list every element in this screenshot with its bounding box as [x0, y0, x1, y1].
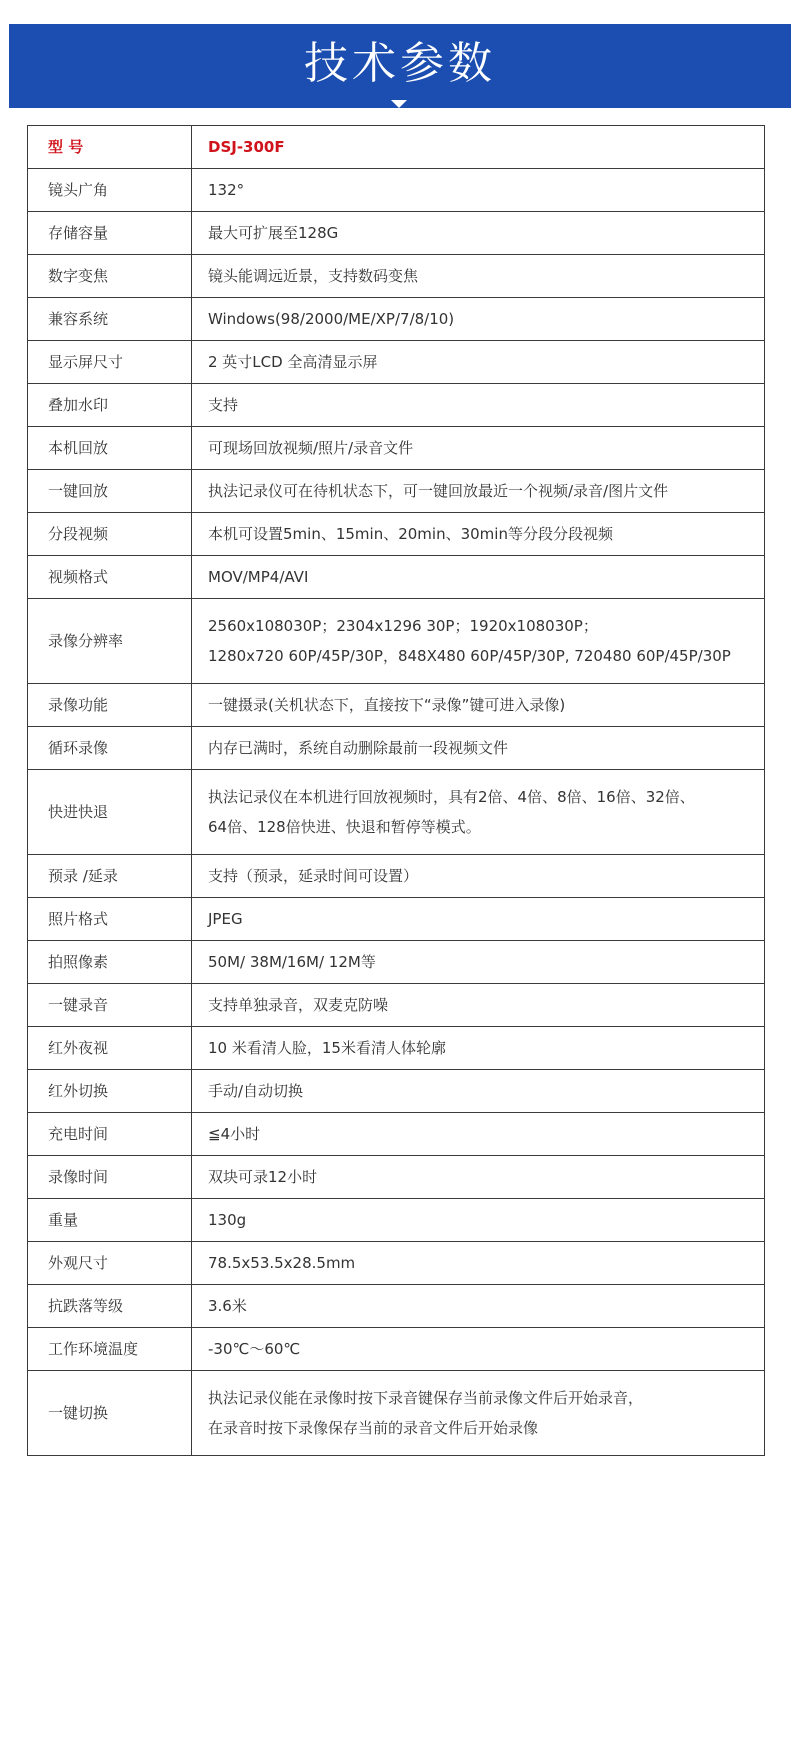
spec-value	[192, 1285, 765, 1328]
spec-row	[28, 212, 765, 255]
spec-value	[192, 684, 765, 727]
spec-value-line: 内存已满时，系统自动删除最前一段视频文件	[208, 739, 509, 757]
spec-value-line: 执法记录仪能在录像时按下录音键保存当前录像文件后开始录音，	[208, 1389, 644, 1407]
spec-row	[28, 1285, 765, 1328]
spec-value-line: 50M/ 38M/16M/ 12M等	[208, 953, 376, 971]
spec-header-row	[28, 126, 765, 169]
spec-label: 视频格式	[28, 556, 192, 599]
spec-label: 数字变焦	[28, 255, 192, 298]
spec-value-line: 支持	[208, 396, 239, 414]
spec-label: 分段视频	[28, 513, 192, 556]
spec-row	[28, 770, 765, 855]
banner-notch	[391, 100, 407, 108]
spec-label: 录像时间	[28, 1156, 192, 1199]
spec-value	[192, 1113, 765, 1156]
spec-value	[192, 470, 765, 513]
spec-value-line: 本机可设置5min、15min、20min、30min等分段分段视频	[208, 525, 613, 543]
spec-row	[28, 1156, 765, 1199]
spec-value	[192, 941, 765, 984]
spec-value-line: JPEG	[208, 910, 243, 928]
spec-label: 存储容量	[28, 212, 192, 255]
spec-value-line: 2560x108030P；2304x1296 30P；1920x108030P；	[208, 617, 598, 635]
spec-value-line: 78.5x53.5x28.5mm	[208, 1254, 356, 1272]
spec-row	[28, 684, 765, 727]
spec-value-line: 执法记录仪可在待机状态下，可一键回放最近一个视频/录音/图片文件	[208, 482, 669, 500]
spec-value	[192, 384, 765, 427]
spec-value-line: 130g	[208, 1211, 247, 1229]
spec-row	[28, 1070, 765, 1113]
spec-row	[28, 169, 765, 212]
spec-label: 兼容系统	[28, 298, 192, 341]
spec-value	[192, 556, 765, 599]
spec-row	[28, 1027, 765, 1070]
spec-value	[192, 599, 765, 684]
spec-value-line: 在录音时按下录像保存当前的录音文件后开始录像	[208, 1419, 539, 1437]
spec-row	[28, 470, 765, 513]
spec-row	[28, 599, 765, 684]
spec-label: 充电时间	[28, 1113, 192, 1156]
spec-label: 红外切换	[28, 1070, 192, 1113]
spec-row	[28, 341, 765, 384]
spec-row	[28, 1242, 765, 1285]
spec-value	[192, 298, 765, 341]
page-title: 技术参数	[304, 38, 496, 89]
spec-value-line: -30℃～60℃	[208, 1340, 301, 1358]
spec-value	[192, 770, 765, 855]
spec-label: 一键录音	[28, 984, 192, 1027]
spec-value-line: ≦4小时	[208, 1125, 261, 1143]
spec-label: 录像分辨率	[28, 599, 192, 684]
spec-value	[192, 1156, 765, 1199]
spec-value	[192, 1199, 765, 1242]
spec-value	[192, 1371, 765, 1456]
spec-value-line: 支持单独录音，双麦克防噪	[208, 996, 389, 1014]
spec-label: 预录 /延录	[28, 855, 192, 898]
spec-value-line: 3.6米	[208, 1297, 247, 1315]
spec-value-line: Windows(98/2000/ME/XP/7/8/10)	[208, 310, 455, 328]
spec-row	[28, 298, 765, 341]
spec-value	[192, 169, 765, 212]
spec-row	[28, 984, 765, 1027]
spec-value-line: 双块可录12小时	[208, 1168, 318, 1186]
spec-table	[27, 125, 765, 1456]
spec-label: 重量	[28, 1199, 192, 1242]
spec-label: 镜头广角	[28, 169, 192, 212]
spec-value	[192, 255, 765, 298]
spec-row	[28, 855, 765, 898]
spec-value	[192, 427, 765, 470]
spec-label: 一键回放	[28, 470, 192, 513]
spec-row	[28, 1328, 765, 1371]
spec-label: 循环录像	[28, 727, 192, 770]
spec-label: 本机回放	[28, 427, 192, 470]
spec-value-line: 手动/自动切换	[208, 1082, 304, 1100]
spec-label: 拍照像素	[28, 941, 192, 984]
spec-value-line: 132°	[208, 181, 245, 199]
spec-label: 外观尺寸	[28, 1242, 192, 1285]
spec-table-body	[28, 126, 765, 1456]
spec-value	[192, 727, 765, 770]
spec-value	[192, 1328, 765, 1371]
spec-label: 录像功能	[28, 684, 192, 727]
spec-header-label: 型 号	[28, 126, 192, 169]
spec-value-line: 一键摄录(关机状态下，直接按下“录像”键可进入录像)	[208, 696, 566, 714]
spec-label: 叠加水印	[28, 384, 192, 427]
spec-row	[28, 255, 765, 298]
spec-label: 抗跌落等级	[28, 1285, 192, 1328]
spec-label: 照片格式	[28, 898, 192, 941]
spec-row	[28, 513, 765, 556]
spec-label: 工作环境温度	[28, 1328, 192, 1371]
spec-row	[28, 1371, 765, 1456]
spec-row	[28, 556, 765, 599]
spec-label: 快进快退	[28, 770, 192, 855]
spec-row	[28, 384, 765, 427]
spec-value	[192, 1070, 765, 1113]
spec-value-line: 64倍、128倍快进、快退和暂停等模式。	[208, 818, 481, 836]
spec-value	[192, 341, 765, 384]
spec-value-line: 2 英寸LCD 全高清显示屏	[208, 353, 378, 371]
spec-value-line: 10 米看清人脸，15米看清人体轮廓	[208, 1039, 446, 1057]
spec-row	[28, 427, 765, 470]
spec-value	[192, 1027, 765, 1070]
spec-value-line: 1280x720 60P/45P/30P，848X480 60P/45P/30P, 720480 60P/45P/30P	[208, 647, 731, 665]
spec-row	[28, 941, 765, 984]
spec-value-line: 支持（预录，延录时间可设置）	[208, 867, 419, 885]
spec-header-value: DSJ-300F	[192, 126, 765, 169]
spec-label: 红外夜视	[28, 1027, 192, 1070]
spec-row	[28, 1199, 765, 1242]
spec-label: 显示屏尺寸	[28, 341, 192, 384]
spec-value	[192, 212, 765, 255]
spec-value-line: 最大可扩展至128G	[208, 224, 339, 242]
spec-value	[192, 855, 765, 898]
spec-value	[192, 1242, 765, 1285]
spec-value-line: 可现场回放视频/照片/录音文件	[208, 439, 414, 457]
spec-value-line: 镜头能调远近景，支持数码变焦	[208, 267, 419, 285]
spec-row	[28, 898, 765, 941]
spec-value-line: MOV/MP4/AVI	[208, 568, 309, 586]
spec-row	[28, 727, 765, 770]
spec-value-line: 执法记录仪在本机进行回放视频时，具有2倍、4倍、8倍、16倍、32倍、	[208, 788, 695, 806]
spec-value	[192, 513, 765, 556]
spec-row	[28, 1113, 765, 1156]
title-banner	[9, 24, 791, 108]
spec-label: 一键切换	[28, 1371, 192, 1456]
spec-value	[192, 984, 765, 1027]
spec-value	[192, 898, 765, 941]
